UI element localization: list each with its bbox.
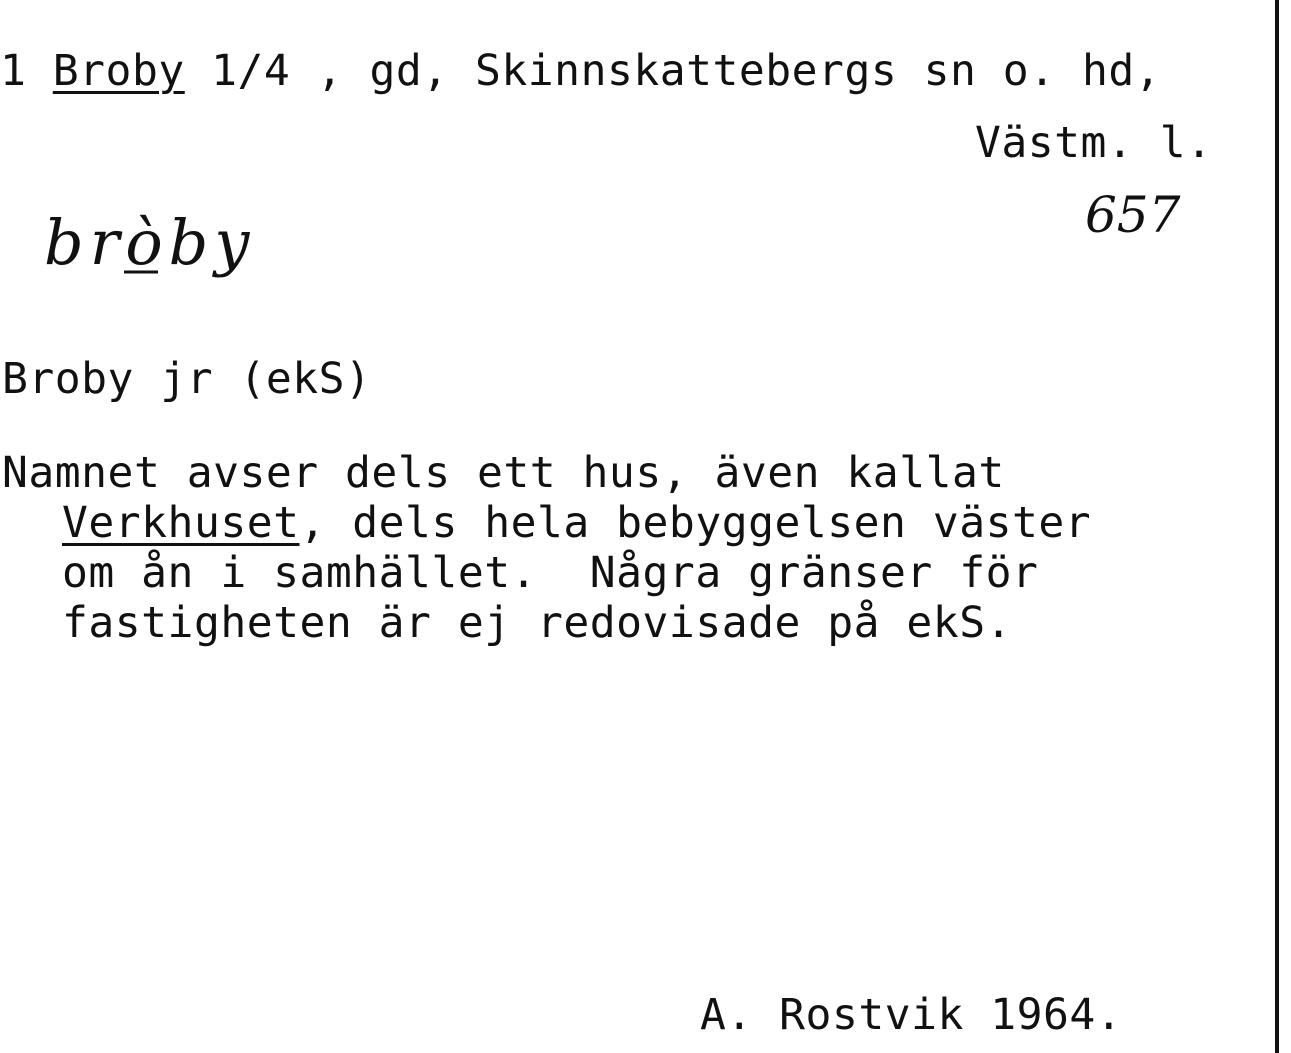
place-name: Broby [52, 46, 185, 96]
card-edge-line [1275, 0, 1279, 1053]
description-line-2 [62, 498, 1092, 548]
entry-number: 1 [0, 46, 27, 96]
handwritten-code: 657 [1085, 186, 1181, 244]
description-line-2-rest: , dels hela bebyggelsen väster [299, 498, 1092, 548]
signature: A. Rostvik 1964. [700, 990, 1123, 1040]
description-line-1: Namnet avser dels ett hus, även kallat [2, 448, 1005, 498]
county: Västm. l. [975, 118, 1213, 168]
description-line-3: om ån i samhället. Några gränser för [62, 548, 1039, 598]
variant-form: Broby jr (ekS) [2, 354, 372, 404]
header-details: , gd, Skinnskattebergs sn o. hd, [290, 46, 1162, 96]
fraction: 1/4 [211, 46, 291, 96]
card-header [0, 46, 1162, 96]
pronunciation-underline-mark [122, 268, 162, 276]
alt-name: Verkhuset [62, 498, 300, 548]
description-line-4: fastigheten är ej redovisade på ekS. [62, 598, 1012, 648]
handwritten-pronunciation: bròby [44, 206, 256, 279]
